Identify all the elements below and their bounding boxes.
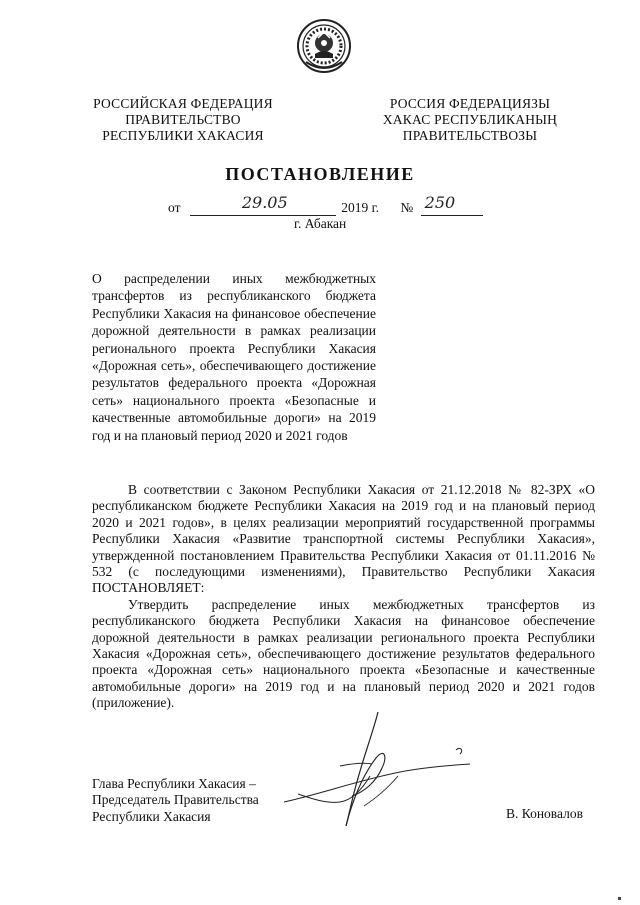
signatory-title-line-2: Председатель Правительства [92,792,259,808]
body-text [92,482,595,712]
header-right-line-1: РОССИЯ ФЕДЕРАЦИЯЗЫ [389,96,551,111]
city: г. Абакан [294,216,347,231]
header-left-line-2: ПРАВИТЕЛЬСТВО [125,112,241,127]
document-title: ПОСТАНОВЛЕНИЕ [225,164,415,184]
dateline [168,193,483,216]
number-label: № [400,200,414,215]
header-right-block [370,96,570,144]
signatory-title [92,776,259,825]
header-left-line-1: РОССИЙСКАЯ ФЕДЕРАЦИЯ [93,96,273,111]
handwritten-signature [280,706,480,836]
header-right-line-3: ПРАВИТЕЛЬСТВОЗЫ [402,128,538,143]
coat-of-arms-emblem [296,18,352,74]
signatory-name: В. Коновалов [506,806,583,821]
header-left-line-3: РЕСПУБЛИКИ ХАКАСИЯ [102,128,264,143]
number-handwritten: 250 [424,193,456,212]
body-paragraph-2: Утвердить распределение иных межбюджетных трансфертов из республиканского бюджета Республики Хакасия на финансовое обеспечение дорожной деятельности в рамках реализации регионального проекта Республики Хакасия «Дорожная сеть», обеспечивающего достижение результатов федерального проекта «Дорожная сеть» национального проекта «Безопасные и качественные автомобильные дороги» на 2019 год и на плановый период 2020 и 2021 годов (приложение). [92,596,595,711]
date-prefix: от [168,200,181,215]
header-left-block [78,96,288,144]
header-right-line-2: ХАКАС РЕСПУБЛИКАНЫҢ [382,112,558,127]
signatory-title-line-1: Глава Республики Хакасия – [92,776,256,791]
date-handwritten: 29.05 [241,193,288,212]
signatory-title-line-3: Республики Хакасия [92,808,211,824]
scan-mark [618,897,621,900]
date-field [190,193,336,216]
date-year: 2019 г. [341,200,379,215]
number-field [421,193,483,216]
subject-heading: О распределении иных межбюджетных трансфертов из республиканского бюджета Республики Хакасия на финансовое обеспечение дорожной деятельности в рамках реализации регионального проекта Республики Хакасия «Дорожная сеть», обеспечивающего достижение результатов федерального проекта «Дорожная сеть» национального проекта «Безопасные и качественные автомобильные дороги» на 2019 год и на плановый период 2020 и 2021 годов [92,271,376,443]
body-paragraph-1: В соответствии с Законом Республики Хакасия от 21.12.2018 № 82-ЗРХ «О республиканском бюджете Республики Хакасия на 2019 год и на плановый период 2020 и 2021 годов», в целях реализации мероприятий государственной программы Республики Хакасия «Развитие транспортной системы Республики Хакасия», утвержденной постановлением Правительства Республики Хакасия от 01.11.2016 № 532 (с последующими изменениями), Правительство Республики Хакасия ПОСТАНОВЛЯЕТ: [92,482,595,596]
